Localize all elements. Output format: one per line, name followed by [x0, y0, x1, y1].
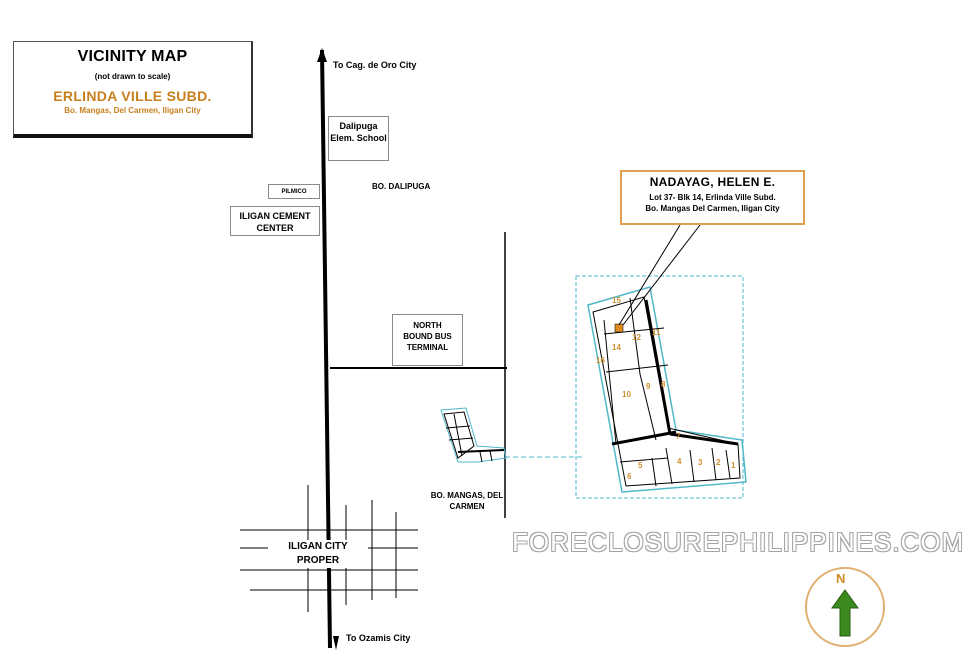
landmark-cement-center: ILIGAN CEMENT CENTER [230, 206, 320, 236]
lot-number: 7 [676, 432, 681, 441]
title-box [13, 41, 253, 138]
pointer-line [623, 225, 700, 325]
lot-number: 8 [661, 380, 666, 389]
subdivision-small-sketch [441, 408, 506, 462]
landmark-bus-terminal: NORTH BOUND BUS TERMINAL [392, 314, 463, 366]
lot-plan [588, 287, 746, 492]
direction-north: To Cag. de Oro City [333, 60, 417, 70]
map-title: VICINITY MAP [77, 48, 188, 65]
lot-number: 1 [731, 461, 736, 470]
area-mangas: BO. MANGAS, DEL CARMEN [430, 491, 504, 511]
owner-name: NADAYAG, HELEN E. [649, 175, 776, 189]
subdivision-name: ERLINDA VILLE SUBD. [53, 88, 212, 104]
owner-lot: Lot 37- Blk 14, Erlinda Ville Subd. [649, 193, 776, 202]
pointer-line [619, 225, 680, 325]
watermark: FORECLOSUREPHILIPPINES.COM [512, 527, 964, 557]
landmark-pilmico: PILMICO [268, 184, 320, 199]
lot-number: 16 [596, 356, 605, 365]
lot-number: 5 [638, 461, 643, 470]
south-arrowhead [333, 636, 339, 650]
area-dalipuga: BO. DALIPUGA [372, 182, 431, 191]
subject-lot-marker [615, 324, 623, 332]
lot-number: 14 [612, 343, 621, 352]
north-arrowhead [317, 48, 327, 62]
owner-box [620, 170, 805, 225]
subdivision-location: Bo. Mangas, Del Carmen, Iligan City [64, 106, 201, 115]
lot-number: 12 [632, 333, 641, 342]
direction-south: To Ozamis City [346, 633, 411, 643]
lot-number: 11 [652, 328, 661, 337]
scale-note: (not drawn to scale) [94, 72, 171, 81]
lot-number: 2 [716, 458, 721, 467]
area-city-proper: ILIGAN CITY PROPER [268, 540, 368, 568]
lot-number: 4 [677, 457, 682, 466]
owner-address: Bo. Mangas Del Carmen, Iligan City [645, 204, 780, 213]
lot-number: 9 [646, 382, 651, 391]
lot-number: 15 [612, 296, 621, 305]
compass-label: N [836, 571, 846, 586]
landmark-school: Dalipuga Elem. School [328, 116, 389, 161]
lot-number: 3 [698, 458, 703, 467]
lot-number: 10 [622, 390, 631, 399]
lot-number: 6 [627, 472, 632, 481]
